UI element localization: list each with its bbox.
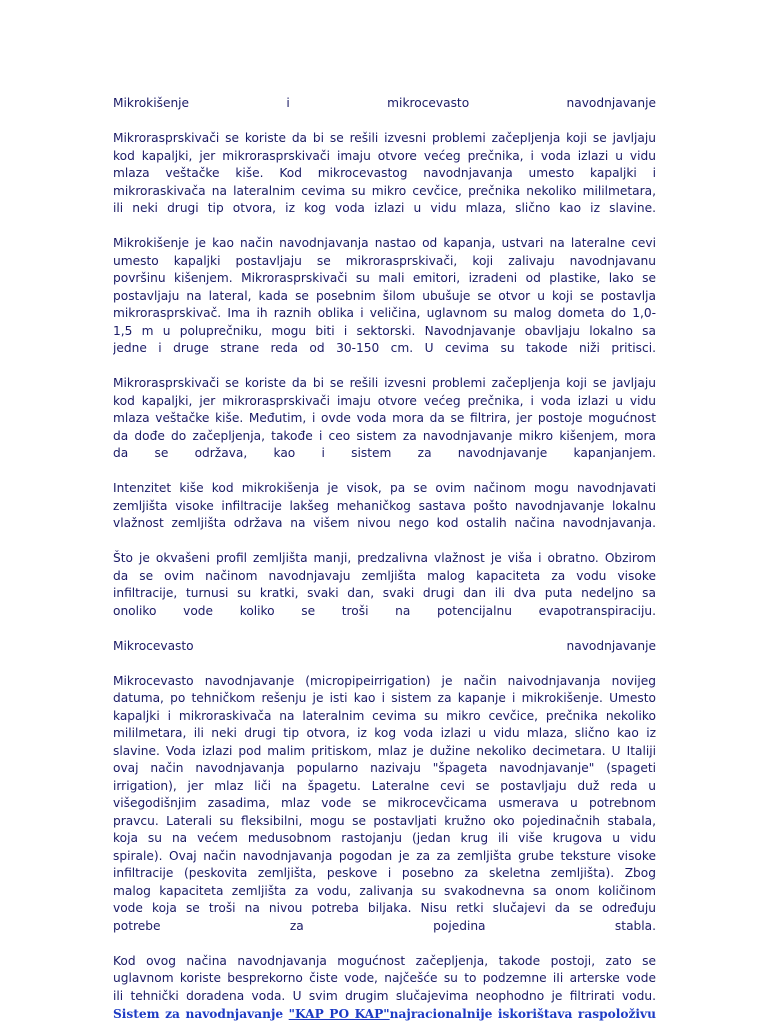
paragraph-gap (113, 620, 656, 638)
text-line: potrebe za pojedina stabla. (113, 918, 656, 933)
text-line: Kod ovog načina navodnjavanja mogućnost začepljenja, takode postoji, zato se (113, 953, 656, 968)
text-line: koja su na većem medusobnom rastojanju (jedan krug ili više krugova u vidu (113, 831, 656, 845)
text-line: površinu kišenjem. Mikrorasprskivači su mali emitori, izradeni od plastike, lako se (113, 271, 656, 285)
text-line: Mikrokišenje i mikrocevasto navodnjavanje (113, 96, 656, 110)
section-heading (113, 95, 656, 113)
text-line: uglavnom koriste besprekorno čiste vode, najčešće su to podzemne iIi arterske vode (113, 971, 656, 985)
text-line: ovaj način navodnjavanja popularno nazivaju "špageta navodnjavanje" (spageti (113, 761, 656, 775)
paragraph (113, 953, 656, 1006)
text-line: mikrorasprskivač. Ima ih raznih oblika i veličina, uglavnom su malog dometa do 1,0- (113, 306, 656, 320)
paragraph-gap (113, 533, 656, 551)
text-line: Mikrocevasto navodnjavanje (113, 638, 656, 653)
text-line: Mikrorasprskivači se koriste da bi se rešili izvesni problemi začepljenja koji se javljaju (113, 376, 656, 390)
kap-po-kap-link[interactable]: "KAP PO KAP" (288, 1007, 390, 1021)
text-line: pravcu. Laterali su fleksibilni, mogu se postavljati kružno oko pojedinačnih stabala, (113, 813, 656, 828)
text-line: postavljaju na lateral, kada se posebnim šilom ubušuje se otvor u koji se postavlja (113, 288, 656, 303)
text-line: kod kapaljki, jer mikrorasprskivači imaju otvore većeg prečnika, i voda izlazi u vidu (113, 393, 656, 408)
text-line: mlaza veštačke kiše. Kod mikrocevastog navodnjavanja umesto kapaljki i (113, 166, 656, 180)
text-line: da se ovim načinom navodnjavaju zemljišta malog kapaciteta za vodu visoke (113, 568, 656, 583)
text-line: spirale). Ovaj način navodnjavanja pogodan je za za zemljišta grube teksture visoke (113, 848, 656, 863)
text-line: zemljišta visoke infiltracije lakšeg mehaničkog sastava pošto navodnjavanje lokalnu (113, 498, 656, 513)
text-line: mililmetara, ili neki drugi tip otvora, iz kog voda izlazi u vidu mlaza, slično kao iz (113, 726, 656, 740)
paragraph (113, 673, 656, 936)
footer-suffix: najracionalnije iskorištava raspoloživu (389, 1007, 656, 1021)
paragraph-gap (113, 218, 656, 236)
footer-line (113, 1005, 656, 1023)
text-line: datuma, po tehničkom rešenju je isti kao i sistem za kapanje i mikrokišenje. Umesto (113, 691, 656, 705)
paragraph (113, 375, 656, 463)
text-line: infiltracije (peskovita zemljišta, peskove i posebno za skeletna zemljišta). Zbog (113, 866, 656, 880)
text-line: mikroraskivača na lateralnim cevima su mikro cevčice, prečnika nekoliko mililmetara, (113, 183, 656, 198)
text-line: umesto kapaljki postavljaju se mikrorasprskivači, koji zalivaju navodnjavanu (113, 253, 656, 268)
text-line: infiltracije, turnusi su kratki, svaki dan, svaki drugi dan ili dva puta nedeljno sa (113, 586, 656, 600)
paragraph-gap (113, 358, 656, 376)
text-line: kapaljki i mikroraskivača na lateralnim cevima su mikro cevčice, prečnika nekoliko (113, 708, 656, 723)
paragraph-gap (113, 113, 656, 131)
paragraph (113, 130, 656, 218)
text-line: Intenzitet kiše kod mikrokišenja je visok, pa se ovim načinom mogu navodnjavati (113, 481, 656, 495)
paragraph (113, 235, 656, 358)
text-line: 1,5 m u poluprečniku, mogu biti i sektorski. Navodnjavanje obavljaju lokalno sa (113, 323, 656, 338)
paragraph-gap (113, 463, 656, 481)
text-line: da se održava, kao i sistem za navodnjavanje kapanjanjem. (113, 446, 656, 460)
text-line: ili tehnički doradena voda. U svim drugim slučajevima neophodno je filtrirati vodu. (113, 988, 656, 1003)
paragraph (113, 480, 656, 533)
text-line: kod kapaljki, jer mikrorasprskivači imaju otvore većeg prečnika, i voda izlazi u vidu (113, 148, 656, 163)
text-line: vode koja se troši na nivou potreba biljaka. Nisu retki slučajevi da se određuju (113, 901, 656, 915)
text-line: malog kapaciteta zemljišta za vodu, zalivanja su svakodnevna sa onom količinom (113, 883, 656, 898)
text-line: Mikrocevasto navodnjavanje (micropipeirrigation) je način naivodnjavanja novijeg (113, 673, 656, 688)
text-line: Što je okvašeni profil zemljišta manji, predzalivna vlažnost je viša i obratno. Obzirom (113, 551, 656, 565)
text-line: slavine. Voda izlazi pod malim pritiskom, mlaz je dužine nekoliko decimetara. U Italiji (113, 743, 656, 758)
section-heading (113, 638, 656, 656)
text-line: vlažnost zemljišta održava na višem nivou nego kod ostalih načina navodnjavanja. (113, 516, 656, 530)
text-line: mlaza veštačke kiše. Međutim, i ovde voda mora da se filtrira, jer postoje mogućnost (113, 411, 656, 425)
text-line: ili neki drugi tip otvora, iz kog voda izlazi u vidu mlaza, slično kao iz slavine. (113, 201, 656, 215)
text-line: da dođe do začepljenja, takođe i ceo sistem za navodnjavanje mikro kišenjem, mora (113, 428, 656, 443)
text-line: onoliko vode koliko se troši na potencijalnu evapotranspiraciju. (113, 603, 656, 618)
paragraph-gap (113, 655, 656, 673)
text-line: višegodišnjim zasadima, mlaz vode se mikrocevčicama usmerava u potrebnom (113, 796, 656, 810)
text-line: jedne i druge strane reda od 30-150 cm. U cevima su takode niži pritisci. (113, 341, 656, 355)
text-line: Mikrorasprskivači se koriste da bi se rešili izvesni problemi začepljenja koji se javljaju (113, 131, 656, 145)
paragraph (113, 550, 656, 620)
text-line: Mikrokišenje je kao način navodnjavanja nastao od kapanja, ustvari na lateralne cevi (113, 236, 656, 250)
document-body (113, 95, 656, 1023)
paragraph-gap (113, 935, 656, 953)
footer-prefix: Sistem za navodnjavanje (113, 1007, 284, 1021)
text-line: irrigation), jer mlaz liči na špagetu. Lateralne cevi se postavljaju duž reda u (113, 778, 656, 793)
